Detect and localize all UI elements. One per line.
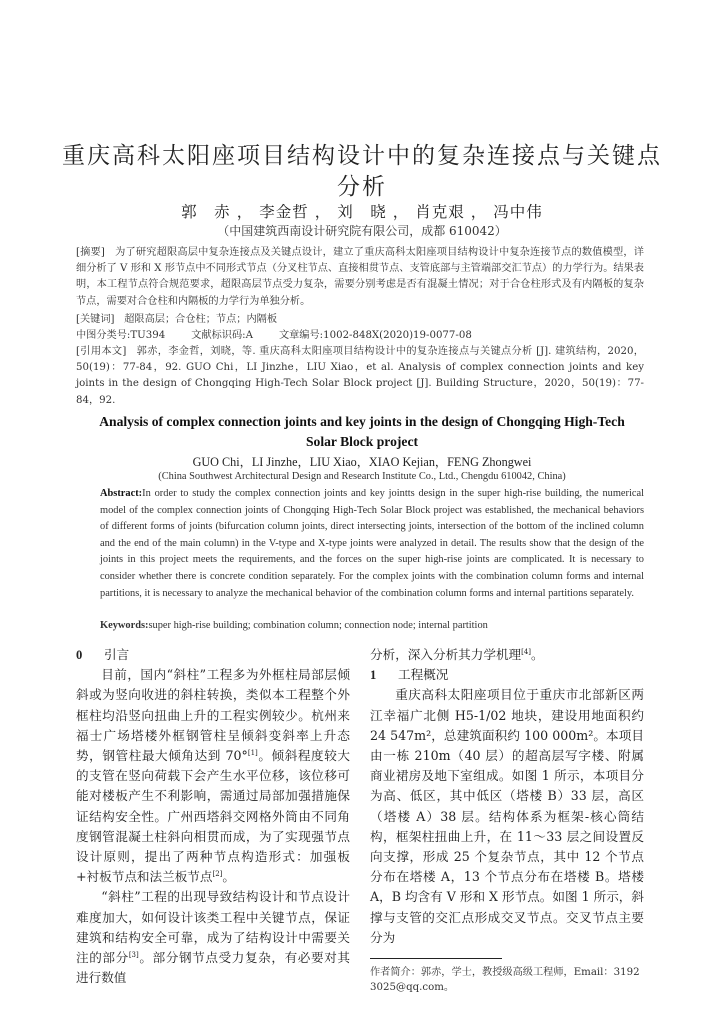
author-4: 肖克艰 (415, 203, 465, 221)
keywords-text: 超限高层；合仓柱；节点；内隔板 (124, 314, 278, 325)
overview-paragraph: 重庆高科太阳座项目位于重庆市北部新区两江幸福广北侧 H5-1/02 地块，建设用地面积约 24 547m²，总建筑面积约 100 000m²。本项目由一栋 210m（40 层）的超高层写字楼、附属商业裙房及地下室组成。如图 1 所示，本项目分为高、低区，其中低区（塔楼 B）33 层，高区（塔楼 A）38 层。结构体系为框架-核心筒结构，框架柱扭曲上升，在 11～33 层之间设置反向支撑，形成 25 个复杂节点，其中 12 个节点分布在塔楼 A，13 个节点分布在塔楼 B。塔楼 A，B 均含有 V 形和 X 形节点。如图 1 所示，斜撑与支管的交汇点形成交叉节点。交叉节点主要分为 (370, 687, 644, 945)
section-0-heading (76, 645, 350, 665)
abstract-label: [摘要] (76, 247, 105, 258)
english-keywords (100, 620, 644, 631)
chinese-abstract (76, 245, 644, 310)
author-footnote: 作者简介：郭赤，学士，教授级高级工程师，Email：31923025@qq.com。 (370, 967, 640, 994)
section-title: 引言 (104, 647, 130, 662)
english-title-line-2: Solar Block project (305, 434, 418, 449)
section-1-heading (370, 665, 644, 685)
author-5: 冯中伟 (493, 203, 543, 221)
section-number: 1 (370, 668, 377, 683)
author-1: 郭 赤 (181, 203, 231, 221)
article-number: 文章编号:1002-848X(2020)19-0077-08 (278, 330, 472, 341)
english-title-line-1: Analysis of complex connection joints and key joints in the design of Chongqing High-Tech (99, 414, 625, 429)
reference-2[interactable]: [2] (212, 870, 223, 879)
body-right-column (370, 645, 644, 995)
intro-paragraph-1 (76, 665, 350, 887)
text-run: 。 (222, 869, 236, 885)
keywords-label: [关键词] (76, 314, 115, 325)
author-3: 刘 晓 (337, 203, 387, 221)
citation-text: 郭赤，李金哲，刘晓，等. 重庆高科太阳座项目结构设计中的复杂连接点与关键点分析 [J]. 建筑结构，2020，50(19)：77-84，92. GUO Chi，LI Jinzhe，LIU Xiao，et al. Analysis of complex connection joints and key joints in the design of Chongqing High-Tech Solar Block project [J]. Building Structure，2020，50(19)：77-84，92. (76, 346, 644, 406)
text-run: 。倾斜程度较大的支管在竖向荷载下会产生水平位移，该位移可能对楼板产生不利影响，需通过局部加强措施保证结构安全性。广州西塔斜交网格外筒由不同角度钢管混凝土柱斜向相贯而成，为了实现强节点设计原则，提出了两种节点构造形式：加强板+衬板节点和法兰板节点 (76, 748, 350, 885)
english-authors: GUO Chi，LI Jinzhe，LIU Xiao，XIAO Kejian，FENG Zhongwei (192, 455, 532, 469)
english-title (60, 412, 664, 452)
text-run: 。 (531, 647, 544, 662)
author-2: 李金哲 (259, 203, 309, 221)
chinese-authors: 郭 赤 ， 李金哲 ， 刘 晓 ， 肖克艰 ， 冯中伟 (181, 203, 543, 221)
section-number: 0 (76, 648, 83, 662)
text-run: 。部分钢节点受力复杂，有必要对其进行数值 (76, 950, 351, 986)
section-title: 工程概况 (398, 667, 449, 683)
chinese-keywords (76, 312, 644, 328)
classification-line (76, 328, 644, 344)
footnote-divider (370, 958, 502, 959)
reference-1[interactable]: [1] (247, 749, 258, 758)
english-keywords-label: Keywords: (100, 620, 149, 631)
reference-4[interactable]: [4] (521, 648, 532, 656)
chinese-title: 重庆高科太阳座项目结构设计中的复杂连接点与关键点分析 (62, 143, 662, 201)
citation-block (76, 344, 644, 409)
abstract-text: 为了研究超限高层中复杂连接点及关键点设计，建立了重庆高科太阳座项目结构设计中复杂连接节点的数值模型，详细分析了 V 形和 X 形节点中不同形式节点（分叉柱节点、直接相贯节点、支管底部与主管端部交汇节点）的力学行为。结果表明，本工程节点符合规范要求，超限高层节点受力复杂，需要分别考虑是否有混凝土情况；对于合仓柱形式及有内隔板的复杂节点，需要对合仓柱和内隔板的力学行为单独分析。 (76, 247, 644, 307)
citation-label: [引用本文] (76, 346, 127, 357)
reference-3[interactable]: [3] (128, 951, 139, 960)
english-abstract-text: In order to study the complex connection joints and key jointts design in the super high-rise building, the numerical model of the complex connection joints of Chongqing High-Tech Solar Block project was established, the mechanical behaviors of different forms of joints (bifurcation column joints, direct intersecting joints, intersection of the bottom of the inclined column and the end of the main column) in the V-type and X-type joints were analyzed in detail. The results show that the design of the joints in this project meets the requirements, and the forces on the super high-rise joints are complicated. It is necessary to consider whether there is concrete condition separately. For the complex joints with the combination column forms and internal partitions, it is necessary to analyze the mechanical behavior of the combination column forms and internal partitions separately. (100, 488, 644, 599)
english-abstract-label: Abstract: (100, 488, 143, 499)
clc-number: 中图分类号:TU394 (76, 330, 166, 341)
text-run: “斜柱”工程的出现导致结构设计和节点设计难度加大，如何设计该类工程中关键节点，保证建筑和结构安全可靠，成为了结构设计中需要关注的部分 (76, 889, 350, 966)
body-left-column (76, 645, 350, 988)
english-affiliation: (China Southwest Architectural Design and Research Institute Co., Ltd., Chengdu 610042, China) (158, 471, 566, 482)
intro-paragraph-2-continued (370, 645, 644, 665)
chinese-affiliation: （中国建筑西南设计研究院有限公司，成都 610042） (217, 224, 507, 238)
text-run: 分析，深入分析其力学机理 (370, 647, 522, 662)
english-keywords-text: super high-rise building; combination column; connection node; internal partition (148, 620, 488, 631)
english-abstract (100, 486, 644, 602)
intro-paragraph-2 (76, 887, 350, 988)
document-code: 文献标识码:A (191, 330, 253, 341)
text-run: 目前，国内“斜柱”工程多为外框柱局部层倾斜或为竖向收进的斜柱转换，类似本工程整个外框柱均沿竖向扭曲上升的工程实例较少。杭州来福士广场塔楼外框钢管柱呈倾斜变斜率上升态势，钢管柱最大倾角达到 70° (76, 667, 350, 764)
